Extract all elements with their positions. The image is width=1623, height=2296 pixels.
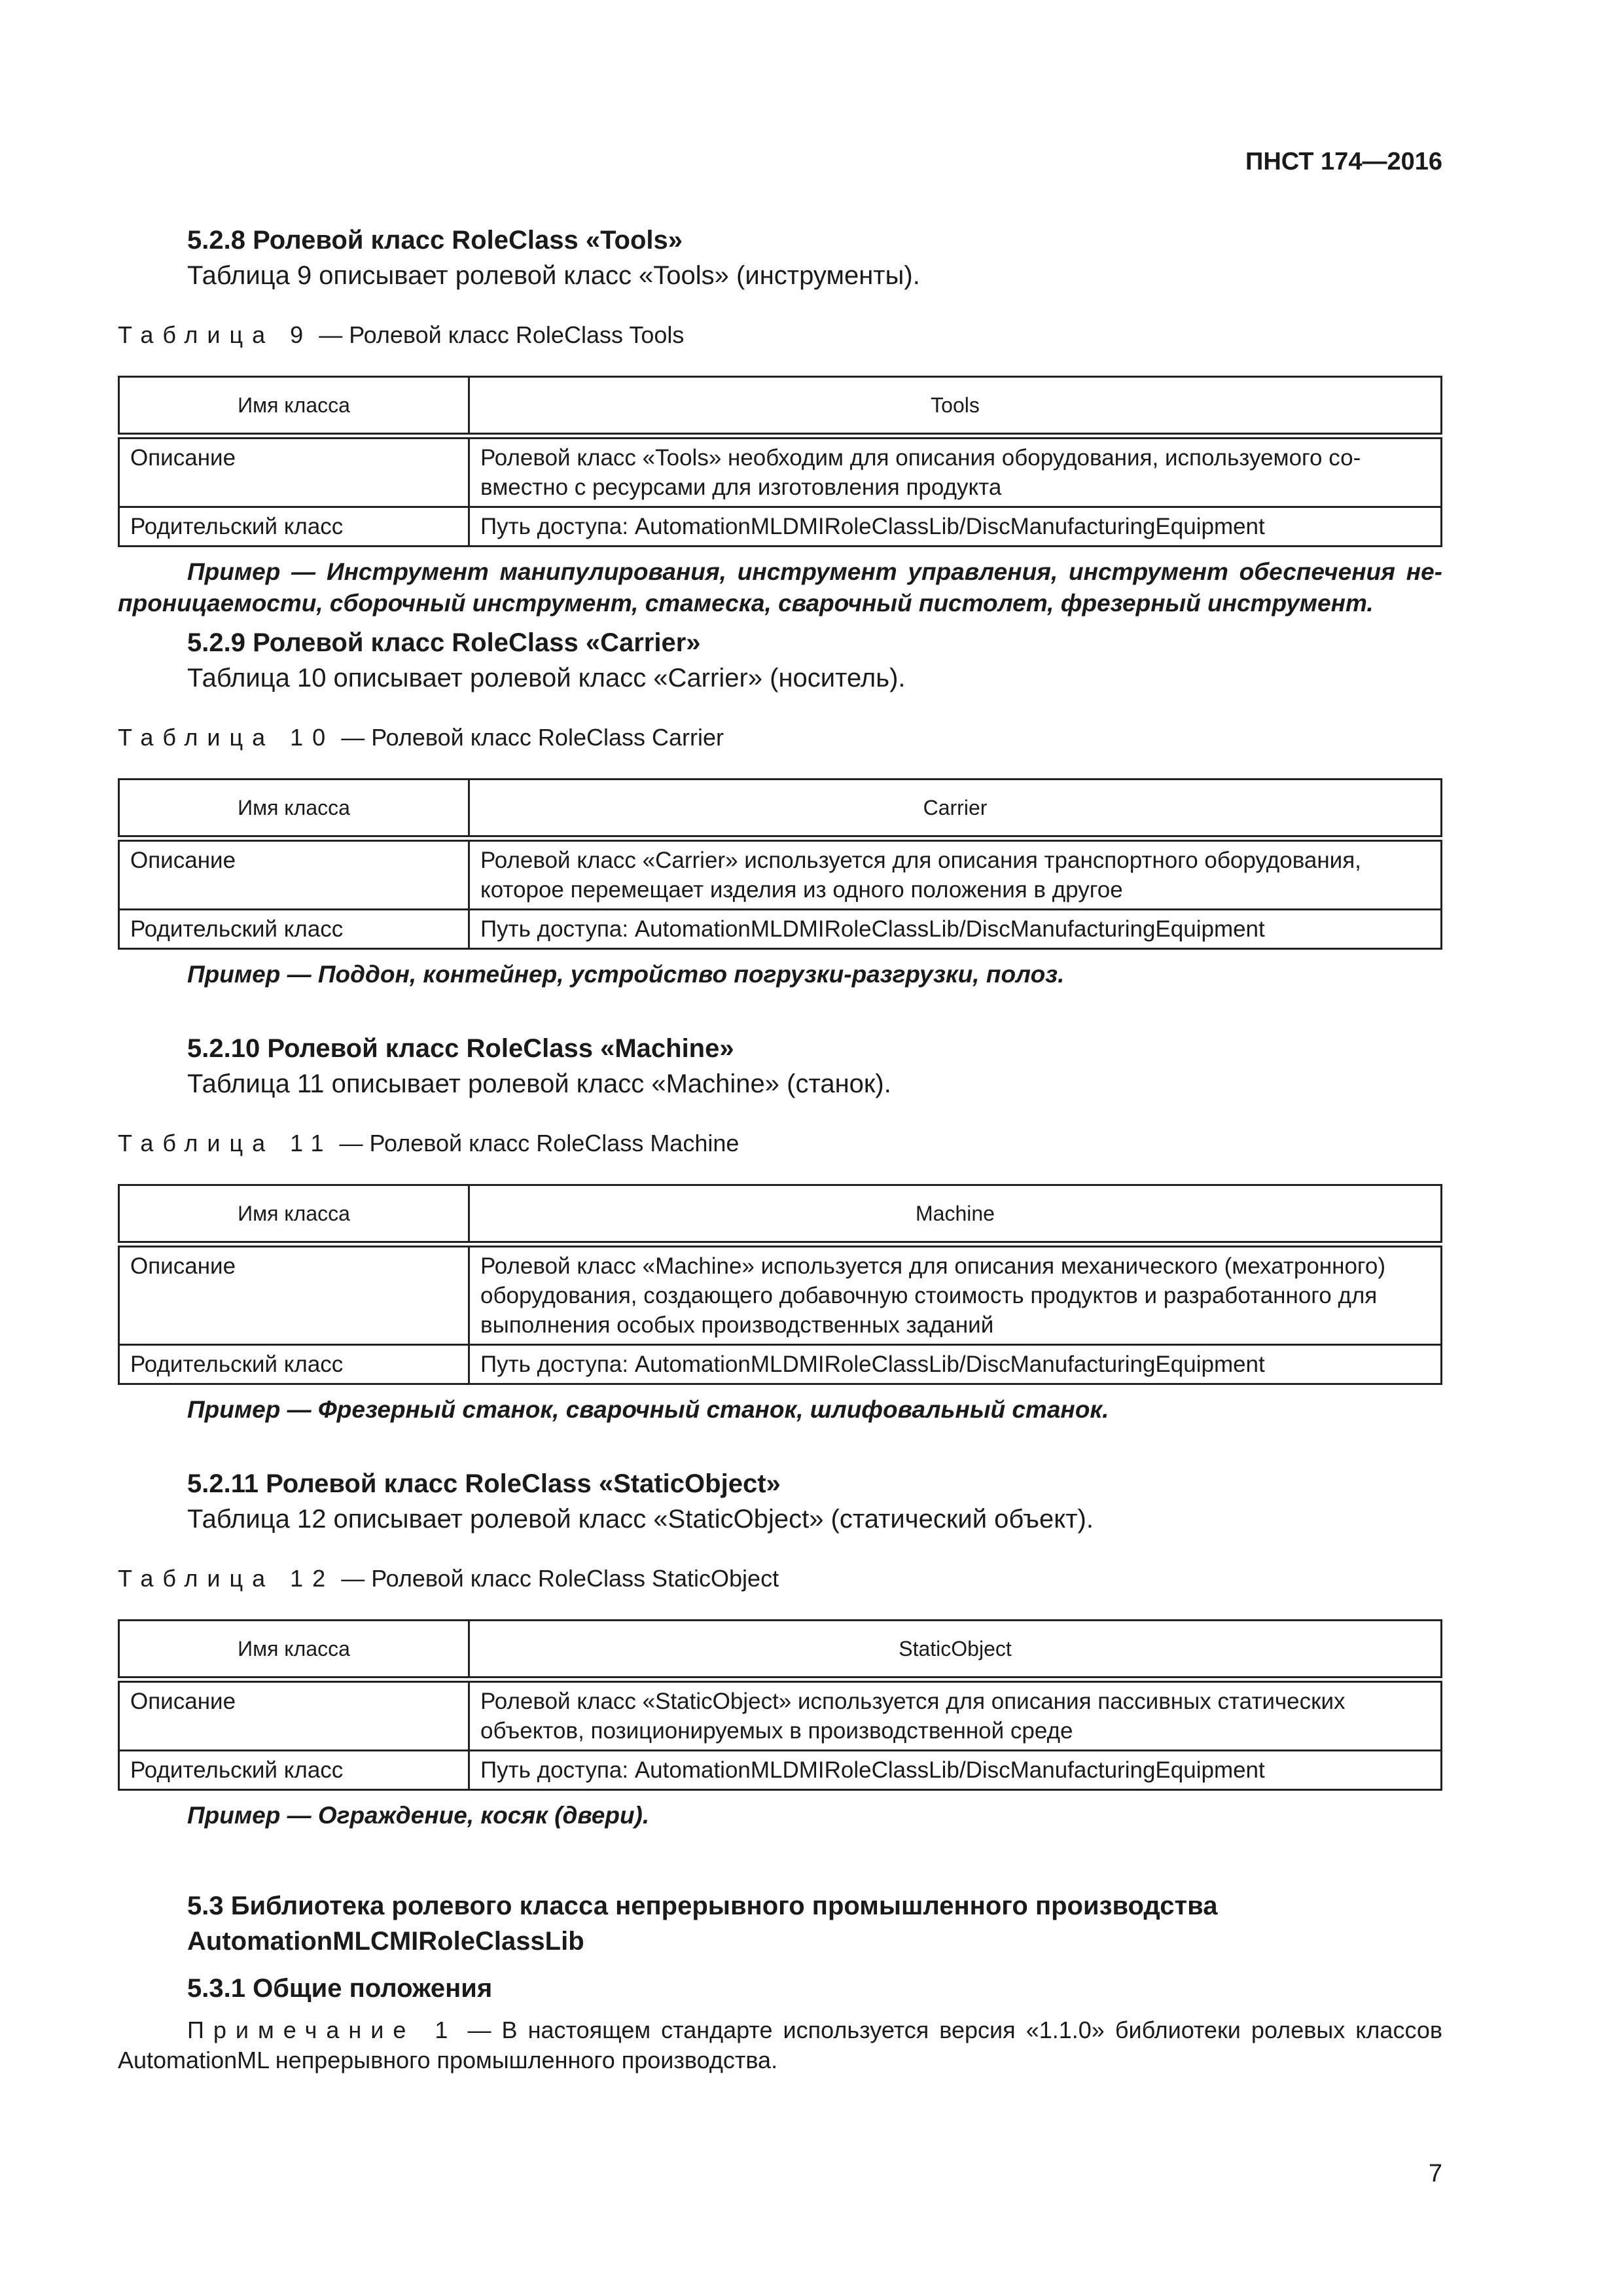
header-cell-value: StaticObject [469,1621,1442,1680]
section-5-3 [118,1888,1442,2075]
table-row [119,1345,1442,1384]
section-intro: Таблица 12 описывает ролевой класс «StaticObject» (статический объект). [187,1505,1094,1534]
example-text: Пример — Инструмент манипулирования, инструмент управления, инструмент обеспечения непроницаемости, сборочный инструмент, стамеска, сварочный пистолет, фрезерный инструмент. [118,558,1442,617]
document-code: ПНСТ 174—2016 [1245,148,1442,175]
section-heading: 5.2.11 Ролевой класс RoleClass «StaticObject» [187,1469,781,1498]
table-row [119,1244,1442,1345]
row-label: Родительский класс [119,910,469,949]
row-label: Родительский класс [119,507,469,547]
header-cell-name: Имя класса [119,377,469,437]
header-cell-value: Machine [469,1185,1442,1245]
table-caption-title: — Ролевой класс RoleClass Tools [312,321,685,348]
note-label: Примечание 1 [187,2017,457,2043]
table-row [119,1751,1442,1790]
section-5-2-9 [118,625,1442,990]
table-row [119,1679,1442,1751]
table-caption-title: — Ролевой класс RoleClass Machine [332,1130,740,1157]
row-label: Описание [119,838,469,910]
note-paragraph [118,2015,1442,2075]
table-caption-label: Таблица 9 [118,321,313,348]
table-9 [118,376,1442,547]
section-intro: Таблица 10 описывает ролевой класс «Carrier» (носитель). [187,664,906,692]
header-cell-name: Имя класса [119,780,469,839]
section-intro: Таблица 11 описывает ролевой класс «Machine» (станок). [187,1069,891,1098]
page-number: 7 [1428,2160,1442,2187]
table-12 [118,1619,1442,1791]
row-label: Описание [119,436,469,507]
row-value: Ролевой класс «StaticObject» используется для описания пассивных статических объектов, позиционируемых в производственной среде [469,1679,1442,1751]
row-value: Путь доступа: AutomationMLDMIRoleClassLib/DiscManufacturingEquipment [469,507,1442,547]
section-heading: 5.2.10 Ролевой класс RoleClass «Machine» [187,1034,734,1063]
header-cell-name: Имя класса [119,1621,469,1680]
table-header-row [119,780,1442,839]
row-value: Ролевой класс «Machine» используется для описания механического (мехатронного) оборудования, создающего добавочную стоимость продуктов и разработанного для выполнения особых производственных заданий [469,1244,1442,1345]
row-value: Путь доступа: AutomationMLDMIRoleClassLib/DiscManufacturingEquipment [469,910,1442,949]
subsection-heading: 5.3.1 Общие положения [187,1974,493,2003]
section-heading: 5.3 Библиотека ролевого класса непрерывного промышленного производства [187,1892,1218,1920]
table-caption-label: Таблица 10 [118,724,335,751]
table-header-row [119,377,1442,437]
row-value: Ролевой класс «Tools» необходим для описания оборудования, используемого совместно с ресурсами для изготовления продукта [469,436,1442,507]
table-header-row [119,1185,1442,1245]
section-heading: 5.2.9 Ролевой класс RoleClass «Carrier» [187,628,701,657]
row-value: Ролевой класс «Carrier» используется для описания транспортного оборудования, которое перемещает изделия из одного положения в другое [469,838,1442,910]
table-caption-label: Таблица 11 [118,1130,333,1157]
table-row [119,838,1442,910]
table-caption [118,723,1442,752]
note-text: — В настоящем стандарте используется версия «1.1.0» библиотеки ролевых классов AutomationML непрерывного промышленного производства. [118,2017,1442,2073]
row-value: Путь доступа: AutomationMLDMIRoleClassLib/DiscManufacturingEquipment [469,1345,1442,1384]
example-text: Пример — Фрезерный станок, сварочный станок, шлифовальный станок. [187,1396,1109,1423]
row-label: Родительский класс [119,1751,469,1790]
table-row [119,507,1442,547]
section-5-2-11 [118,1466,1442,1831]
section-heading: 5.2.8 Ролевой класс RoleClass «Tools» [187,226,683,255]
table-caption-label: Таблица 12 [118,1565,335,1592]
table-caption-title: — Ролевой класс RoleClass Carrier [334,724,724,751]
table-caption [118,321,1442,350]
header-cell-value: Carrier [469,780,1442,839]
table-caption [118,1564,1442,1593]
header-cell-name: Имя класса [119,1185,469,1245]
table-11 [118,1184,1442,1385]
row-label: Описание [119,1244,469,1345]
section-5-2-8 [118,223,1442,619]
table-caption [118,1129,1442,1158]
header-cell-value: Tools [469,377,1442,437]
section-5-2-10 [118,1031,1442,1426]
row-label: Родительский класс [119,1345,469,1384]
table-caption-title: — Ролевой класс RoleClass StaticObject [334,1565,779,1592]
row-value: Путь доступа: AutomationMLDMIRoleClassLib/DiscManufacturingEquipment [469,1751,1442,1790]
example-text: Пример — Ограждение, косяк (двери). [187,1802,650,1829]
table-row [119,436,1442,507]
section-heading-continued: AutomationMLCMIRoleClassLib [187,1927,584,1956]
row-label: Описание [119,1679,469,1751]
example-text: Пример — Поддон, контейнер, устройство погрузки-разгрузки, полоз. [187,961,1065,988]
table-10 [118,778,1442,950]
table-header-row [119,1621,1442,1680]
table-row [119,910,1442,949]
section-intro: Таблица 9 описывает ролевой класс «Tools» (инструменты). [187,261,920,290]
